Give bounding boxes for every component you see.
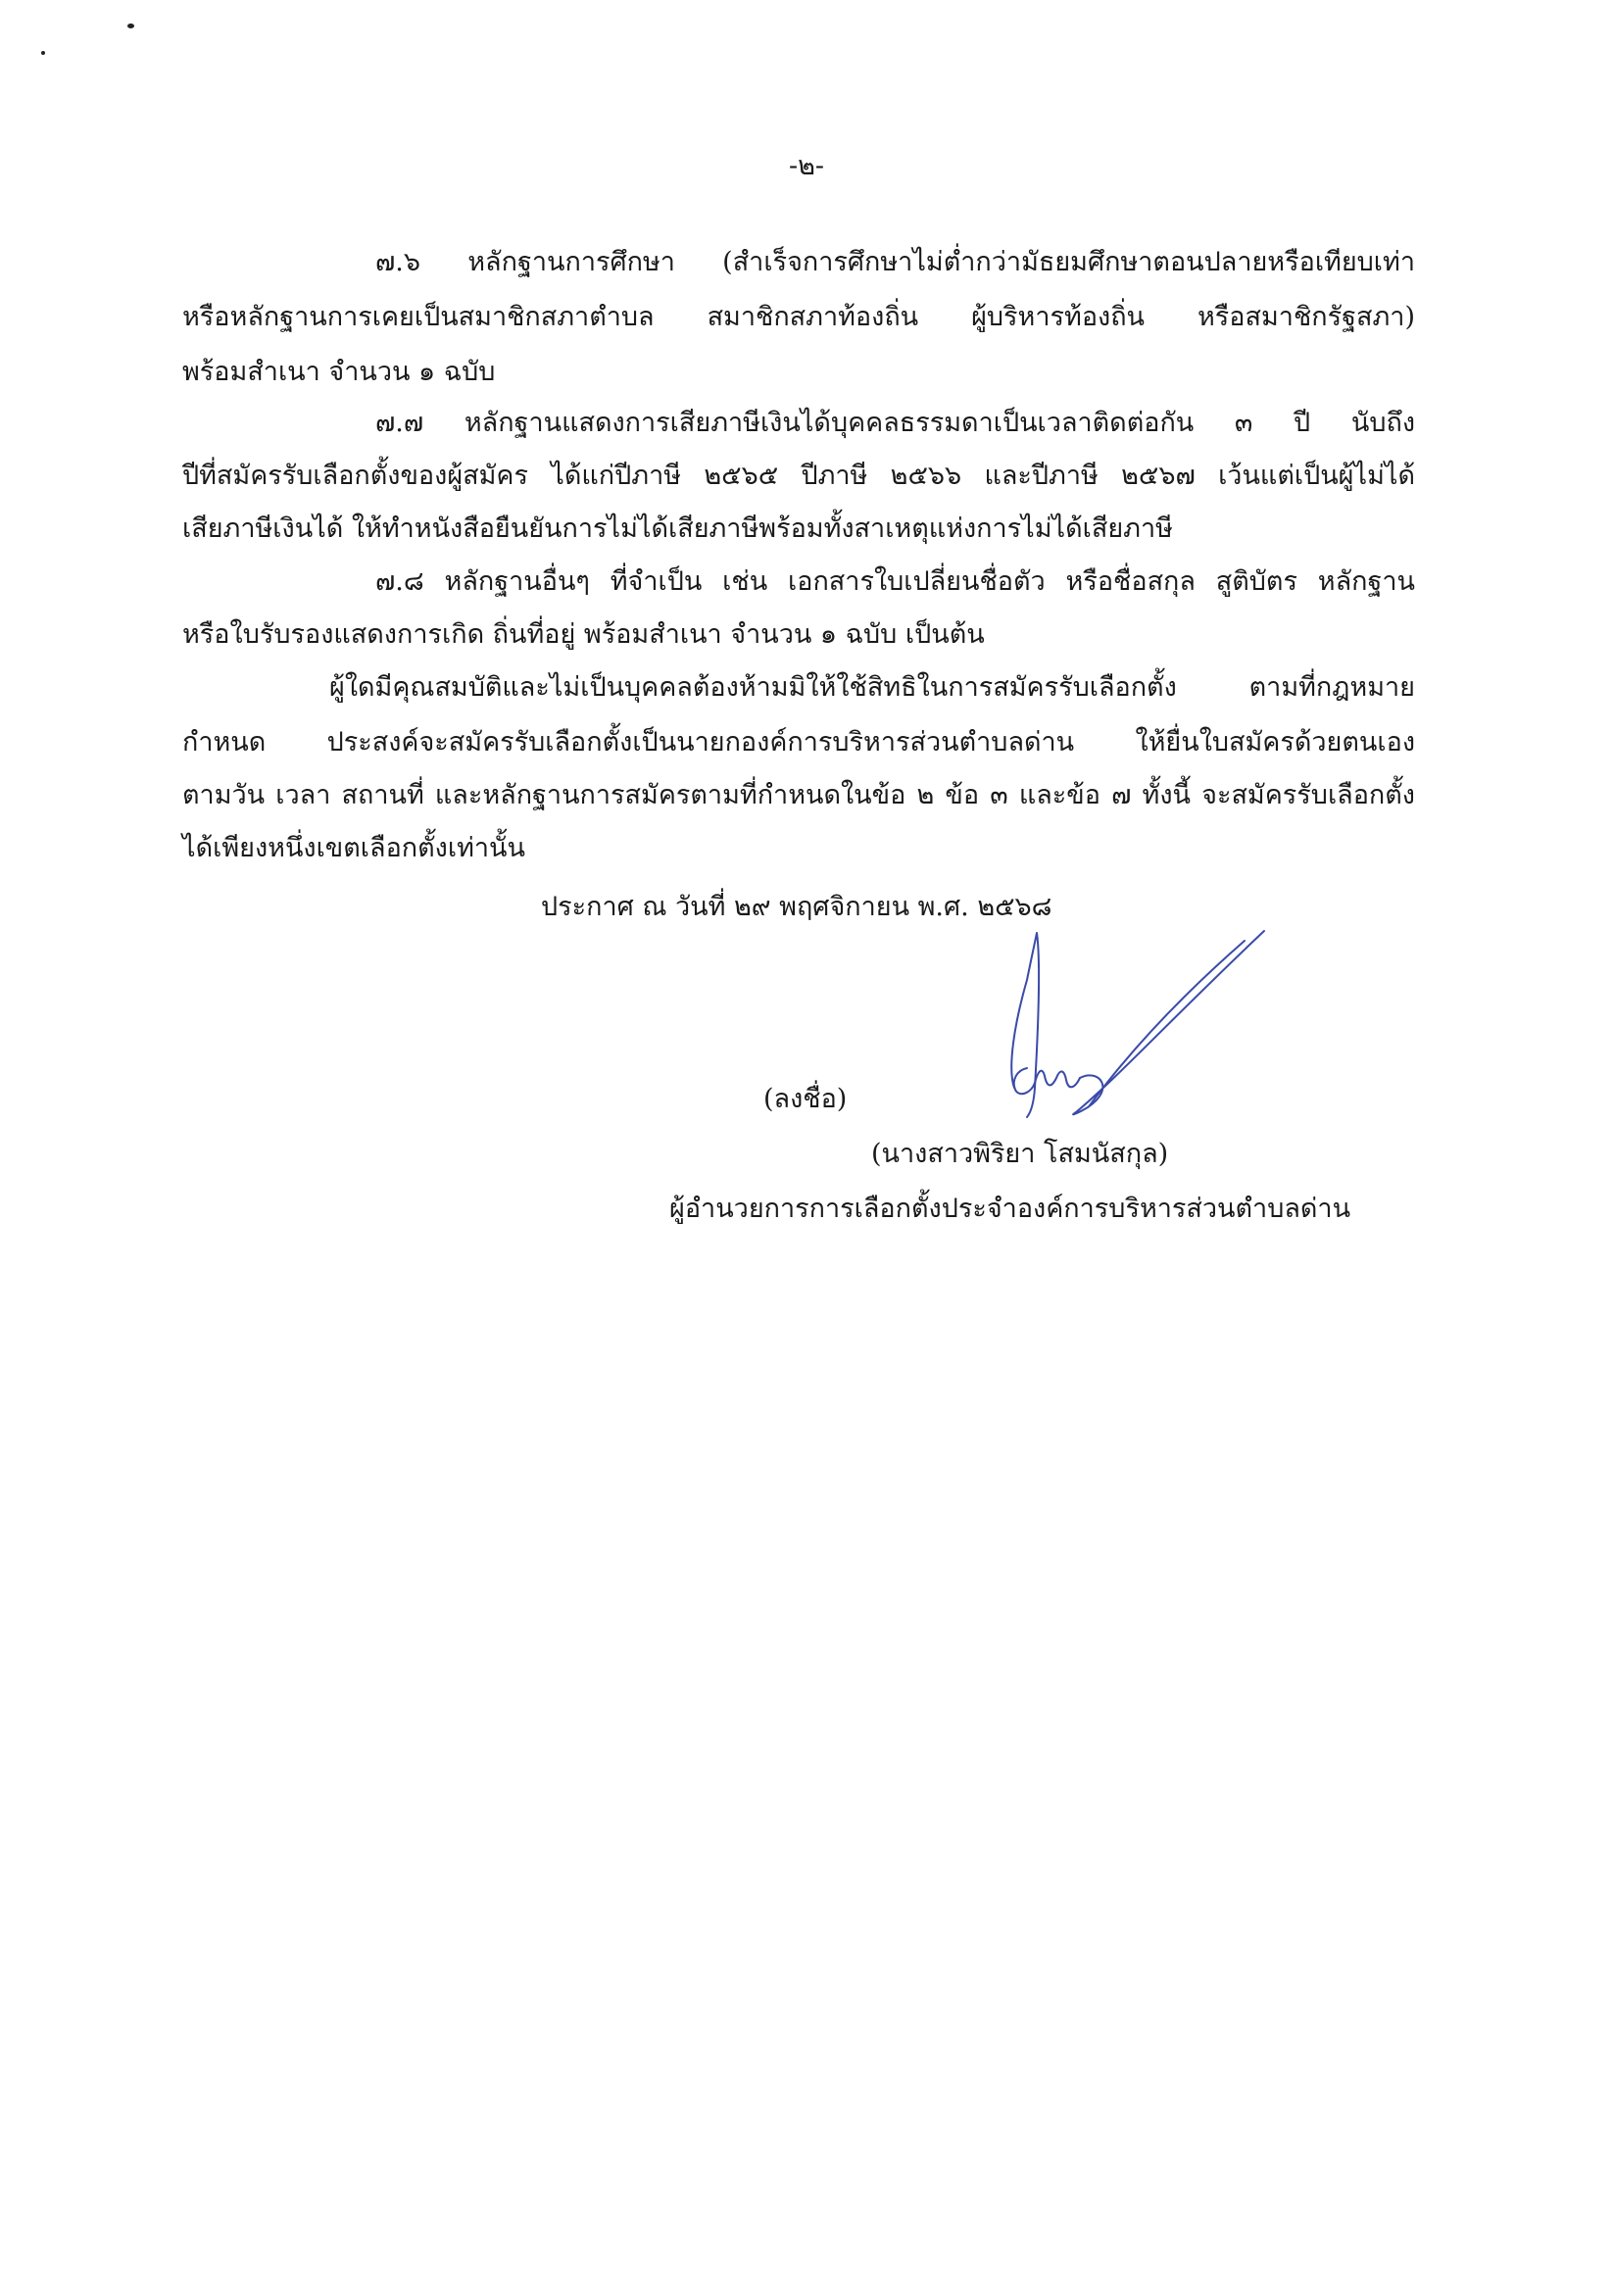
page-number: -๒- — [788, 151, 825, 181]
closing-line-1: ผู้ใดมีคุณสมบัติและไม่เป็นบุคคลต้องห้ามมิให้ใช้สิทธิในการสมัครรับเลือกตั้ง ตามที่กฎหมาย — [329, 672, 1415, 703]
signature-stroke — [1090, 941, 1245, 1105]
item-7-7-line-3: เสียภาษีเงินได้ ให้ทำหนังสือยืนยันการไม่ได้เสียภาษีพร้อมทั้งสาเหตุแห่งการไม่ได้เสียภาษี — [182, 513, 1173, 544]
item-7-8-line-1: ๗.๘ หลักฐานอื่นๆ ที่จำเป็น เช่น เอกสารใบเปลี่ยนชื่อตัว หรือชื่อสกุล สูติบัตร หลักฐาน — [375, 566, 1415, 597]
signed-label: (ลงชื่อ) — [763, 1084, 848, 1114]
signer-name: (นางสาวพิริยา โสมนัสกุล) — [871, 1139, 1169, 1169]
item-7-7-line-2: ปีที่สมัครรับเลือกตั้งของผู้สมัคร ได้แก่ปีภาษี ๒๕๖๕ ปีภาษี ๒๕๖๖ และปีภาษี ๒๕๖๗ เว้นแต่เป็นผู้ไม่ได้ — [182, 461, 1415, 491]
item-7-6-line-1: ๗.๖ หลักฐานการศึกษา (สำเร็จการศึกษาไม่ต่ำกว่ามัธยมศึกษาตอนปลายหรือเทียบเท่า — [375, 247, 1415, 277]
announcement-date: ประกาศ ณ วันที่ ๒๙ พฤศจิกายน พ.ศ. ๒๕๖๘ — [541, 892, 1052, 922]
item-7-8-line-2: หรือใบรับรองแสดงการเกิด ถิ่นที่อยู่ พร้อมสำเนา จำนวน ๑ ฉบับ เป็นต้น — [182, 619, 985, 650]
item-7-7-line-1: ๗.๗ หลักฐานแสดงการเสียภาษีเงินได้บุคคลธรรมดาเป็นเวลาติดต่อกัน ๓ ปี นับถึง — [375, 408, 1415, 438]
scan-speck — [127, 24, 134, 28]
item-7-6-line-3: พร้อมสำเนา จำนวน ๑ ฉบับ — [182, 357, 496, 387]
scan-speck — [41, 51, 45, 55]
signature-stroke — [1073, 931, 1264, 1114]
item-7-6-line-2: หรือหลักฐานการเคยเป็นสมาชิกสภาตำบล สมาชิกสภาท้องถิ่น ผู้บริหารท้องถิ่น หรือสมาชิกรัฐสภา) — [182, 302, 1415, 332]
handwritten-signature — [921, 921, 1274, 1137]
signature-stroke — [1035, 1071, 1080, 1088]
signer-title: ผู้อำนวยการการเลือกตั้งประจำองค์การบริหารส่วนตำบลด่าน — [669, 1194, 1351, 1224]
closing-line-2: กำหนด ประสงค์จะสมัครรับเลือกตั้งเป็นนายกองค์การบริหารส่วนตำบลด่าน ให้ยื่นใบสมัครด้วยตนเอง — [182, 727, 1415, 757]
closing-line-3: ตามวัน เวลา สถานที่ และหลักฐานการสมัครตามที่กำหนดในข้อ ๒ ข้อ ๓ และข้อ ๗ ทั้งนี้ จะสมัครรับเลือกตั้ง — [182, 780, 1415, 810]
closing-line-4: ได้เพียงหนึ่งเขตเลือกตั้งเท่านั้น — [182, 833, 525, 863]
signature-stroke — [1014, 1068, 1035, 1094]
